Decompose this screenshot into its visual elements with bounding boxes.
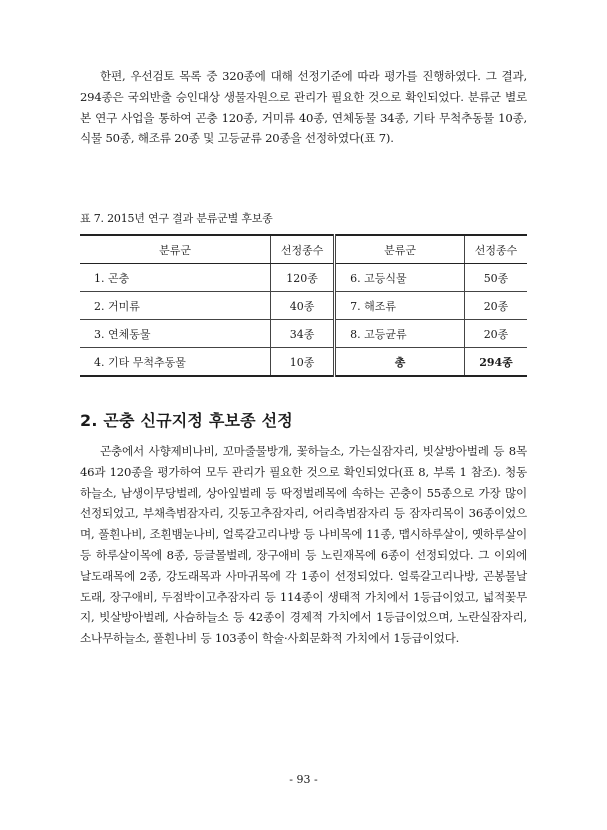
taxon-cell: 1. 곤충 — [80, 264, 271, 292]
count-cell: 34종 — [271, 320, 335, 348]
section-heading: 2. 곤충 신규지정 후보종 선정 — [80, 411, 293, 430]
body-text: 곤충에서 사향제비나비, 꼬마줄물방개, 꽃하늘소, 가는실잠자리, 빗살방아벌레 등 8목 46과 120종을 평가하여 모두 관리가 필요한 것으로 확인되었다(표 8, 부록 1 참조). 청동하늘소, 남생이무당벌레, 상아잎벌레 등 딱정벌레목에 속하는 곤충이 55종으로 가장 많이 선정되었고, 부채측범잠자리, 깃동고추잠자리, 어리측범잠자리 등 잠자리목이 36종이었으며, 풀흰나비, 조흰뱀눈나비, 얼룩갈고리나방 등 나비목에 11종, 맵시하루살이, 옛하루살이 등 하루살이목에 8종, 등글몰벌레, 장구애비 등 노린재목에 6종이 선정되었다. 그 이외에 날도래목에 2종, 강도래목과 사마귀목에 각 1종이 선정되었다. 얼룩갈고리나방, 곤봉물날도래, 장구애비, 두점박이고추잠자리 등 114종이 생태적 가치에서 1등급이었고, 넓적꽃무지, 빗살방아벌레, 사슴하늘소 등 42종이 경제적 가치에서 1등급이었으며, 노란실잠자리, 소나무하늘소, 풀흰나비 등 103종이 학술·사회문화적 가치에서 1등급이었다. — [80, 444, 527, 646]
table-row — [80, 320, 527, 348]
table-header-row — [80, 235, 527, 264]
taxon-cell: 3. 연체동물 — [80, 320, 271, 348]
count-cell: 20종 — [465, 320, 528, 348]
count-cell: 40종 — [271, 292, 335, 320]
header-taxon-1: 분류군 — [80, 235, 271, 264]
taxon-cell: 6. 고등식물 — [335, 264, 465, 292]
total-label-cell: 총 — [335, 348, 465, 377]
header-count-2: 선정종수 — [465, 235, 528, 264]
table-row — [80, 292, 527, 320]
table-row — [80, 348, 527, 377]
count-cell: 120종 — [271, 264, 335, 292]
table-row — [80, 264, 527, 292]
count-cell: 20종 — [465, 292, 528, 320]
taxon-cell: 2. 거미류 — [80, 292, 271, 320]
taxon-cell: 4. 기타 무척추동물 — [80, 348, 271, 377]
total-count-cell: 294종 — [465, 348, 528, 377]
taxon-cell: 8. 고등균류 — [335, 320, 465, 348]
candidate-species-table — [80, 234, 527, 377]
count-cell: 10종 — [271, 348, 335, 377]
intro-paragraph — [80, 66, 527, 149]
body-paragraph — [80, 441, 527, 649]
intro-text: 한편, 우선검토 목록 중 320종에 대해 선정기준에 따라 평가를 진행하였다. 그 결과, 294종은 국외반출 승인대상 생물자원으로 관리가 필요한 것으로 확인되었다. 분류군 별로 본 연구 사업을 통하여 곤충 120종, 거미류 40종, 연체동물 34종, 기타 무척추동물 10종, 식물 50종, 해조류 20종 및 고등균류 20종을 선정하였다(표 7). — [80, 69, 527, 146]
count-cell: 50종 — [465, 264, 528, 292]
page-number: - 93 - — [289, 773, 318, 786]
header-taxon-2: 분류군 — [335, 235, 465, 264]
taxon-cell: 7. 해조류 — [335, 292, 465, 320]
header-count-1: 선정종수 — [271, 235, 335, 264]
table-caption: 표 7. 2015년 연구 결과 분류군별 후보종 — [80, 212, 273, 225]
